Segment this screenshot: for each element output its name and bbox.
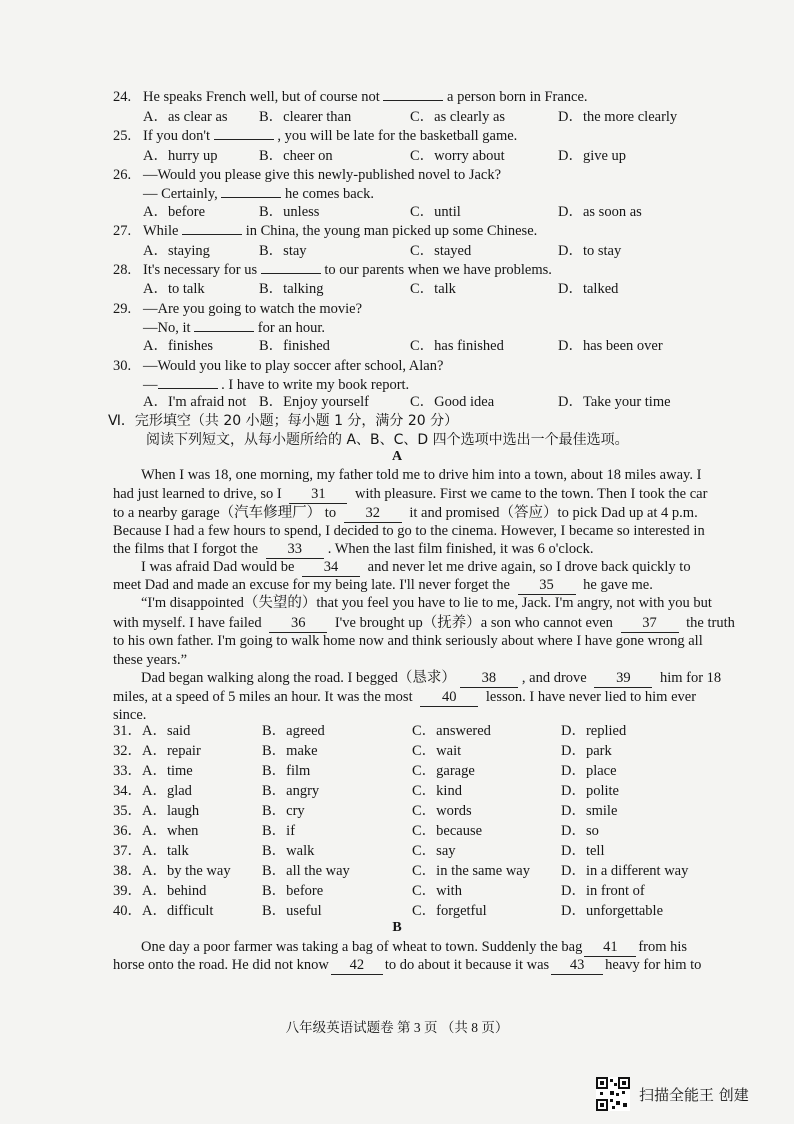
cloze-option [561, 882, 645, 900]
cloze-blank: 37 [621, 614, 679, 633]
cloze-option [113, 742, 201, 760]
cloze-option [561, 902, 663, 920]
passage-text: . When the last film finished, it was 6 o'clock. [327, 541, 594, 557]
answer-option-text: C．stayed [410, 243, 472, 259]
passage-line [113, 956, 701, 975]
question-text: a person born in France. [443, 89, 588, 105]
passage-text: to his own father. I'm going to walk home now and think seriously about where I have gone wrong all [113, 633, 703, 649]
cloze-option [262, 882, 323, 900]
question-line [143, 222, 537, 240]
answer-option-text: C．worry about [410, 148, 505, 164]
instruction: 阅读下列短文，从每小题所给的 A、B、C、D 四个选项中选出一个最佳选项。 [146, 432, 629, 448]
scanner-watermark: 扫描全能王 创建 [639, 1086, 749, 1104]
answer-option-text: B．clearer than [259, 109, 352, 125]
cloze-option [412, 842, 456, 860]
passage-text: since. [113, 707, 147, 723]
answer-option-text: C．as clearly as [410, 109, 506, 125]
cloze-option-text: 36．A．when [113, 823, 199, 839]
answer-option [410, 203, 461, 221]
cloze-blank: 32 [344, 504, 402, 523]
cloze-blank: 43 [551, 956, 603, 975]
cloze-option [262, 842, 314, 860]
cloze-option-text: 31．A．said [113, 723, 191, 739]
question-text: for an hour. [254, 320, 326, 336]
answer-option [143, 337, 213, 355]
cloze-option [113, 802, 199, 820]
passage-line [141, 466, 701, 484]
cloze-option-text: 32．A．repair [113, 743, 201, 759]
passage-text: and never let me drive again, so I drove back quickly to [364, 559, 691, 575]
answer-option [259, 203, 319, 221]
cloze-option [113, 902, 213, 920]
passage-text: Because I had a few hours to spend, I decided to go to the cinema. However, I became so interested in [113, 523, 705, 539]
question-number-text: 30. [113, 358, 132, 374]
passage-text: him for 18 [656, 670, 722, 686]
answer-option-text: D．give up [558, 148, 627, 164]
answer-option [410, 280, 456, 298]
cloze-option [412, 742, 461, 760]
passage-text: he gave me. [579, 577, 653, 593]
passage-text: lesson. I have never lied to him ever [482, 689, 697, 705]
passage-text: horse onto the road. He did not know [113, 957, 329, 973]
cloze-option-text: D．in a different way [561, 863, 689, 879]
passage-text: Dad began walking along the road. I begged（恳求） [141, 670, 456, 686]
cloze-blank: 39 [594, 669, 652, 688]
answer-blank [194, 331, 254, 332]
cloze-option-text: B．useful [262, 903, 322, 919]
cloze-option [412, 782, 462, 800]
answer-blank [158, 388, 218, 389]
cloze-blank: 34 [302, 558, 360, 577]
question-line [143, 88, 588, 106]
answer-option-text: A．I'm afraid not [143, 394, 247, 410]
answer-option [558, 108, 677, 126]
cloze-option-text: D．unforgettable [561, 903, 664, 919]
question-number [113, 357, 131, 375]
passage-text: miles, at a speed of 5 miles an hour. It was the most [113, 689, 417, 705]
cloze-option-text: B．agreed [262, 723, 325, 739]
answer-option [410, 393, 494, 411]
answer-option-text: D．talked [558, 281, 619, 297]
answer-option-text: A．before [143, 204, 206, 220]
cloze-option [412, 802, 472, 820]
cloze-blank: 31 [289, 485, 347, 504]
answer-option-text: B．Enjoy yourself [259, 394, 369, 410]
cloze-option [412, 822, 482, 840]
cloze-option-text: C．answered [412, 723, 491, 739]
answer-option [259, 108, 351, 126]
cloze-option [262, 722, 325, 740]
answer-option-text: C．has finished [410, 338, 504, 354]
question-number-text: 26. [113, 167, 132, 183]
cloze-option-text: 33．A．time [113, 763, 193, 779]
cloze-option-text: D．place [561, 763, 617, 779]
answer-option-text: C．until [410, 204, 461, 220]
question-number [113, 88, 131, 106]
cloze-option [262, 822, 295, 840]
passage-line [113, 504, 698, 523]
answer-option-text: D．the more clearly [558, 109, 678, 125]
passage-text: One day a poor farmer was taking a bag of wheat to town. Suddenly the bag [141, 939, 583, 955]
passage-line [113, 522, 705, 540]
question-line [143, 319, 325, 337]
cloze-option [113, 762, 193, 780]
question-line [143, 261, 552, 279]
passage-text: the truth [682, 615, 735, 631]
qr-code [596, 1077, 630, 1111]
cloze-option-text: D．park [561, 743, 612, 759]
question-text: to our parents when we have problems. [320, 262, 552, 278]
answer-option [410, 242, 471, 260]
cloze-option-text: D．replied [561, 723, 627, 739]
passage-line [113, 651, 187, 669]
cloze-option-text: C．forgetful [412, 903, 487, 919]
passage-text: heavy for him to [605, 957, 702, 973]
question-number [113, 222, 131, 240]
answer-option-text: C．Good idea [410, 394, 495, 410]
cloze-option-text: C．garage [412, 763, 475, 779]
answer-option [558, 147, 626, 165]
cloze-option [262, 742, 318, 760]
question-number-text: 24. [113, 89, 132, 105]
cloze-blank: 42 [331, 956, 383, 975]
cloze-option [262, 862, 350, 880]
cloze-option [262, 782, 319, 800]
cloze-option [262, 802, 305, 820]
question-text: —Would you please give this newly-published novel to Jack? [143, 167, 502, 183]
answer-option-text: D．has been over [558, 338, 663, 354]
section-title: Ⅵ．完形填空（共 20 小题；每小题 1 分，满分 20 分） [108, 413, 459, 429]
passage-text: to a nearby garage（汽车修理厂） to [113, 505, 340, 521]
question-line [143, 376, 409, 394]
passage-text: I was afraid Dad would be [141, 559, 299, 575]
question-text: , you will be late for the basketball game. [273, 128, 518, 144]
answer-option-text: A．as clear as [143, 109, 228, 125]
answer-blank [261, 273, 321, 274]
cloze-option [412, 722, 491, 740]
question-text: He speaks French well, but of course not [143, 89, 384, 105]
answer-option-text: B．stay [259, 243, 307, 259]
cloze-option [412, 902, 487, 920]
cloze-option-text: D．so [561, 823, 599, 839]
passage-text: with myself. I have failed [113, 615, 266, 631]
cloze-blank: 41 [584, 938, 636, 957]
cloze-option [561, 722, 626, 740]
cloze-option [262, 902, 322, 920]
cloze-option-text: D．smile [561, 803, 618, 819]
answer-option [410, 147, 505, 165]
answer-option-text: A．staying [143, 243, 210, 259]
cloze-blank: 33 [266, 540, 324, 559]
question-number-text: 29. [113, 301, 132, 317]
question-text: . I have to write my book report. [217, 377, 410, 393]
question-number [113, 261, 131, 279]
cloze-option [561, 862, 688, 880]
question-text: — [143, 377, 158, 393]
passage-line [113, 632, 703, 650]
answer-option-text: A．to talk [143, 281, 205, 297]
question-number-text: 28. [113, 262, 132, 278]
passage-line [141, 669, 721, 688]
question-number [113, 300, 131, 318]
passage-text: When I was 18, one morning, my father told me to drive him into a town, about 18 miles away. I [141, 467, 702, 483]
answer-option-text: B．unless [259, 204, 320, 220]
cloze-option-text: B．cry [262, 803, 305, 819]
cloze-option-text: D．polite [561, 783, 619, 799]
passage-line [141, 558, 691, 577]
question-text: —Are you going to watch the movie? [143, 301, 363, 317]
passage-a-label: A [391, 449, 403, 464]
cloze-option [561, 782, 619, 800]
answer-option-text: B．finished [259, 338, 330, 354]
answer-blank [182, 234, 242, 235]
passage-b-label: B [392, 920, 402, 935]
cloze-option-text: C．wait [412, 743, 462, 759]
question-line [143, 166, 501, 184]
cloze-option-text: 35．A．laugh [113, 803, 200, 819]
cloze-option-text: B．all the way [262, 863, 350, 879]
answer-option-text: A．hurry up [143, 148, 218, 164]
answer-option [558, 393, 671, 411]
answer-option [143, 393, 246, 411]
cloze-option [561, 802, 617, 820]
cloze-option [113, 722, 190, 740]
passage-text: it and promised（答应）to pick Dad up at 4 p.m. [405, 505, 698, 521]
answer-option [259, 393, 369, 411]
answer-option-text: D．Take your time [558, 394, 671, 410]
cloze-option-text: D．tell [561, 843, 605, 859]
cloze-option-text: 40．A．difficult [113, 903, 214, 919]
passage-line [113, 688, 696, 707]
question-text: — Certainly, [143, 186, 222, 202]
passage-text: with pleasure. First we came to the town. Then I took the car [351, 486, 708, 502]
question-text: he comes back. [281, 186, 374, 202]
cloze-option [561, 742, 612, 760]
cloze-option-text: 34．A．glad [113, 783, 192, 799]
passage-text: , and drove [521, 670, 591, 686]
passage-line [113, 485, 707, 504]
cloze-option [561, 762, 617, 780]
cloze-blank: 40 [420, 688, 478, 707]
answer-option-text: A．finishes [143, 338, 214, 354]
cloze-option [412, 762, 475, 780]
question-number [113, 166, 131, 184]
passage-text: had just learned to drive, so I [113, 486, 286, 502]
cloze-option-text: B．angry [262, 783, 320, 799]
cloze-option [113, 782, 192, 800]
passage-line [113, 540, 593, 559]
answer-option-text: D．to stay [558, 243, 622, 259]
answer-option-text: B．talking [259, 281, 324, 297]
answer-option-text: C．talk [410, 281, 456, 297]
cloze-option-text: B．film [262, 763, 311, 779]
cloze-blank: 36 [269, 614, 327, 633]
cloze-option-text: 39．A．behind [113, 883, 207, 899]
cloze-option-text: B．walk [262, 843, 315, 859]
cloze-option [113, 822, 198, 840]
question-line [143, 127, 517, 145]
answer-option [410, 108, 505, 126]
answer-option [558, 242, 621, 260]
passage-text: these years.” [113, 652, 188, 668]
answer-option [558, 203, 642, 221]
question-number [113, 127, 131, 145]
cloze-option [113, 882, 206, 900]
cloze-option-text: C．say [412, 843, 456, 859]
cloze-option-text: D．in front of [561, 883, 645, 899]
page-footer: 八年级英语试题卷 第 3 页 （共 8 页） [285, 1020, 509, 1035]
answer-option [410, 337, 504, 355]
passage-text: the films that I forgot the [113, 541, 262, 557]
answer-option [259, 337, 330, 355]
question-text: If you don't [143, 128, 214, 144]
cloze-option [561, 822, 599, 840]
passage-text: meet Dad and made an excuse for my being late. I'll never forget the [113, 577, 514, 593]
answer-blank [214, 139, 274, 140]
cloze-option-text: 38．A．by the way [113, 863, 231, 879]
passage-text: “I'm disappointed（失望的）that you feel you have to lie to me, Jack. I'm angry, not with you but [141, 595, 712, 611]
question-text: It's necessary for us [143, 262, 261, 278]
cloze-option-text: B．make [262, 743, 318, 759]
answer-option [143, 147, 218, 165]
question-text: —Would you like to play soccer after school, Alan? [143, 358, 444, 374]
cloze-option-text: C．because [412, 823, 483, 839]
answer-option-text: B．cheer on [259, 148, 333, 164]
question-number-text: 25. [113, 128, 132, 144]
question-number-text: 27. [113, 223, 132, 239]
answer-option-text: D．as soon as [558, 204, 642, 220]
question-line [143, 185, 374, 203]
answer-option [558, 280, 618, 298]
cloze-option [113, 842, 189, 860]
cloze-option-text: B．if [262, 823, 296, 839]
cloze-blank: 35 [518, 576, 576, 595]
cloze-option-text: C．in the same way [412, 863, 530, 879]
cloze-option-text: C．with [412, 883, 462, 899]
answer-option [143, 203, 205, 221]
answer-option [143, 280, 205, 298]
passage-line [141, 594, 712, 612]
cloze-option-text: C．kind [412, 783, 462, 799]
cloze-option [561, 842, 605, 860]
cloze-option [262, 762, 310, 780]
question-text: —No, it [143, 320, 195, 336]
cloze-option [113, 862, 231, 880]
passage-text: I've brought up（抚养）a son who cannot even [331, 615, 617, 631]
passage-line [141, 938, 687, 957]
cloze-option-text: 37．A．talk [113, 843, 189, 859]
answer-option [259, 147, 333, 165]
cloze-blank: 38 [460, 669, 518, 688]
passage-line [113, 614, 735, 633]
question-text: While [143, 223, 183, 239]
cloze-option-text: B．before [262, 883, 324, 899]
passage-line [113, 576, 653, 595]
cloze-option-text: C．words [412, 803, 472, 819]
question-line [143, 300, 362, 318]
answer-option [143, 242, 210, 260]
answer-option [143, 108, 228, 126]
answer-option [558, 337, 663, 355]
question-text: in China, the young man picked up some Chinese. [242, 223, 538, 239]
passage-text: from his [638, 939, 688, 955]
cloze-option [412, 862, 530, 880]
answer-blank [221, 197, 281, 198]
answer-option [259, 242, 307, 260]
answer-blank [383, 100, 443, 101]
answer-option [259, 280, 323, 298]
passage-text: to do about it because it was [384, 957, 550, 973]
cloze-option [412, 882, 462, 900]
question-line [143, 357, 443, 375]
